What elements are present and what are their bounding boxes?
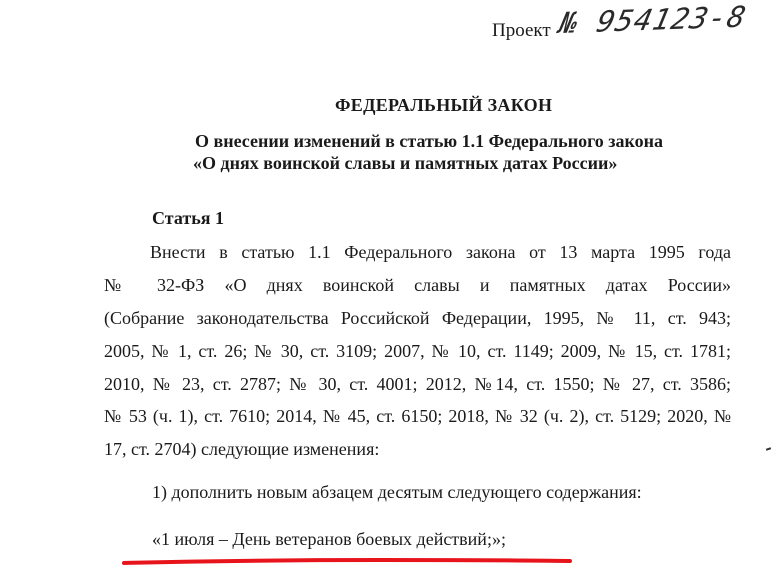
amendment-item-1: 1) дополнить новым абзацем десятым следующего содержания: [152,482,642,502]
paragraph-line: (Собрание законодательства Российской Федерации, 1995, № 11, ст. 943; [104,308,731,328]
paragraph-line: Внести в статью 1.1 Федерального закона от 13 марта 1995 года [150,242,731,262]
paragraph-line: 2005, № 1, ст. 26; № 30, ст. 3109; 2007, № 10, ст. 1149; 2009, № 15, ст. 1781; [104,341,731,361]
quoted-new-paragraph: «1 июля – День ветеранов боевых действий;»; [152,529,506,549]
subtitle-line-1: О внесении изменений в статью 1.1 Федерального закона [195,131,664,151]
document-title: ФЕДЕРАЛЬНЫЙ ЗАКОН [335,95,553,115]
subtitle-line-2: «О днях воинской славы и памятных датах России» [193,153,618,173]
paragraph-line: № 32-ФЗ «О днях воинской славы и памятных датах России» [104,275,731,295]
article-heading: Статья 1 [152,208,224,228]
project-label: Проект [492,20,551,41]
paragraph-line: № 53 (ч. 1), ст. 7610; 2014, № 45, ст. 6150; 2018, № 32 (ч. 2), ст. 5129; 2020, № [104,406,731,426]
handwritten-project-number: № 954123-8 [556,0,750,40]
paragraph-line: 17, ст. 2704) следующие изменения: [104,439,380,459]
paragraph-line: 2010, № 23, ст. 2787; № 30, ст. 4001; 2012, №14, ст. 1550; № 27, ст. 3586; [104,374,731,394]
